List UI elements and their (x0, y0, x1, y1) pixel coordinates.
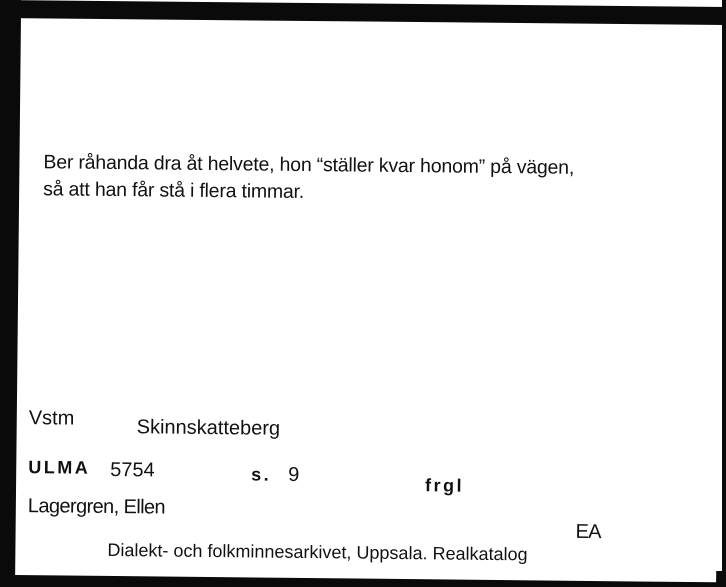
category-code: frgl (424, 475, 465, 496)
signature-initials: EA (575, 520, 601, 544)
archive-footer: Dialekt- och folkminnesarkivet, Uppsala. Realkatalog (107, 539, 528, 565)
page-number: 9 (288, 463, 300, 486)
record-text-line-1: Ber råhanda dra åt helvete, hon “ställer kvar honom” på vägen, (43, 151, 575, 179)
archive-code: ULMA (28, 457, 91, 478)
record-text (43, 149, 704, 210)
page-label: s. (251, 464, 272, 485)
landskap-label: Vstm (28, 407, 75, 430)
index-card (15, 15, 722, 582)
record-number: 5754 (110, 458, 155, 482)
informant-name: Lagergren, Ellen (27, 495, 166, 519)
record-text-line-2: så att han får stå i flera timmar. (43, 178, 305, 203)
socken-label: Skinnskatteberg (136, 416, 281, 440)
scan-border-right (722, 0, 726, 587)
